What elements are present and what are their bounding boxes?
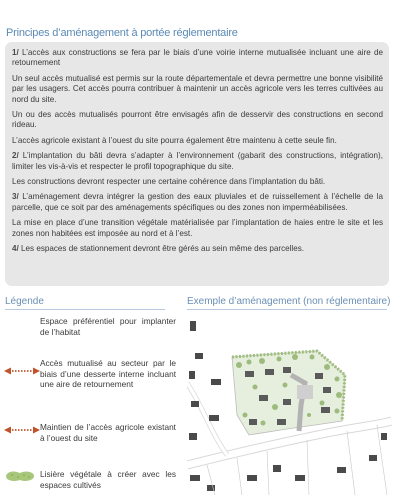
legend-item-vegetation-edge: Lisière végétale à créer avec les espaces cultivés (40, 469, 176, 490)
rule-2-paragraph-2: Les constructions devront respecter une certaine cohérence dans l’implantation du bâti. (12, 177, 326, 187)
rule-1-text: L’accès aux constructions se fera par le biais d’une voirie interne mutualisée incluant une aire de retournement (12, 48, 383, 68)
legend-divider (5, 309, 165, 310)
housing-zone-icon (4, 313, 32, 335)
rule-3-number: 3/ (12, 192, 19, 202)
vegetation-edge-icon (4, 469, 36, 483)
rule-2-number: 2/ (12, 151, 19, 161)
rule-2-text: L’implantation du bâti devra s’adapter à l’environnement (gabarit des constructions, intégration), limiter les vis-à-vis et respecter le profil topographique du site. (12, 151, 383, 171)
regulatory-principles-box (5, 42, 389, 286)
legend-item-agricultural-access: Maintien de l’accès agricole existant à l’ouest du site (40, 422, 176, 443)
agricultural-access-arrow-icon (4, 425, 40, 435)
rule-2 (12, 151, 383, 172)
rule-1-paragraph-4: L’accès agricole existant à l’ouest du site pourra également être maintenu à cette seule fin. (12, 135, 337, 145)
rule-1-number: 1/ (12, 48, 19, 57)
turning-area (297, 385, 313, 399)
rule-4-text: Les espaces de stationnement devront être gérés au sein même des parcelles. (18, 244, 305, 254)
example-site-plan (187, 315, 392, 495)
rule-4-number: 4/ (12, 244, 19, 254)
rule-3 (12, 192, 383, 213)
rule-3-text: L’aménagement devra intégrer la gestion des eaux pluviales et de ruissellement à l’échelle de la parcelle, que ce soit par des aménagements spécifiques ou des zones non imperméabilisées. (12, 192, 383, 212)
legend-item-shared-access: Accès mutualisé au secteur par le biais d’une desserte interne incluant une aire de retournement (40, 358, 176, 390)
rule-1-paragraph-3: Un ou des accès mutualisés pourront être envisagés afin de desservir des constructions en second rideau. (12, 110, 383, 130)
shared-access-arrow-icon (4, 366, 40, 376)
rule-3-paragraph-2: La mise en place d’une transition végétale matérialisée par l’implantation de haies entre le site et les zones non habitées est imposée au nord et à l’est. (12, 218, 383, 238)
section-title: Principes d’aménagement à portée réglementaire (6, 27, 238, 39)
legend-item-housing: Espace préférentiel pour implanter de l’habitat (40, 316, 176, 337)
example-title: Exemple d’aménagement (non réglementaire) (187, 296, 391, 307)
rule-4 (12, 244, 383, 254)
legend-title: Légende (5, 296, 44, 307)
rule-1-paragraph-2: Un seul accès mutualisé est permis sur la route départementale et devra permettre une bonne visibilité par les usagers. Cet accès pourra contribuer à maintenir un accès agricole vers les terres cultivées au nord du site. (12, 73, 383, 104)
example-divider (187, 309, 387, 310)
rule-1 (12, 48, 383, 69)
